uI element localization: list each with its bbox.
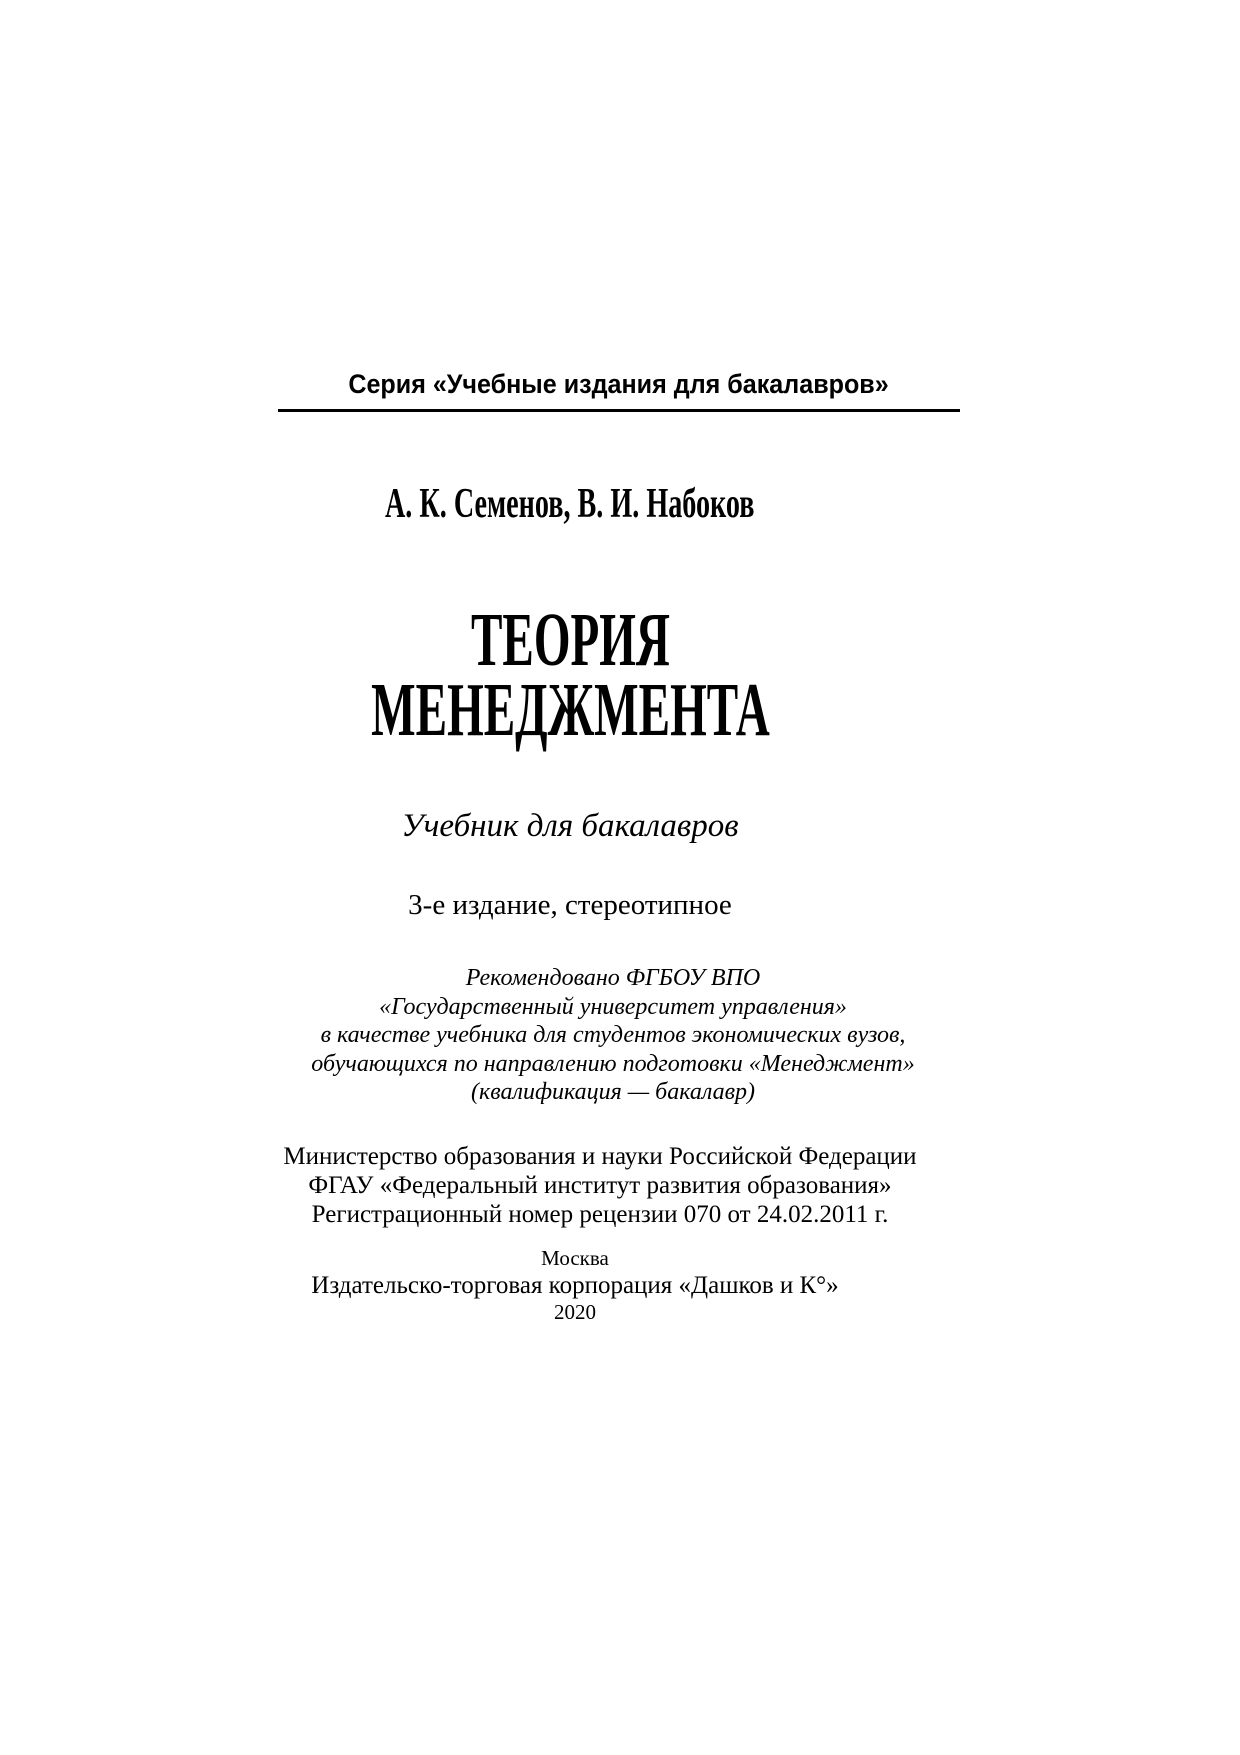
subtitle: Учебник для бакалавров [401, 808, 739, 844]
recommendation-line: Рекомендовано ФГБОУ ВПО [465, 965, 761, 991]
recommendation-line: «Государственный университет управления» [379, 993, 847, 1020]
series-banner-text: Серия «Учебные издания для бакалавров» [348, 369, 890, 399]
imprint-year: 2020 [554, 1300, 596, 1324]
imprint-publisher: Издательско-торговая корпорация «Дашков и К°» [311, 1272, 839, 1299]
series-divider-rule [278, 409, 960, 412]
imprint [5, 1246, 1145, 1325]
imprint-city: Москва [541, 1246, 609, 1270]
ministry-approval-paragraph [30, 1142, 1170, 1229]
recommendation-line: обучающихся по направлению подготовки «Менеджмент» [311, 1050, 915, 1077]
authors-line [0, 483, 1140, 525]
book-title-line-2-text: МЕНЕДЖМЕНТА [370, 668, 770, 752]
edition-line: 3-е издание, стереотипное [408, 889, 732, 921]
book-title [0, 598, 1140, 752]
book-title-line-2 [0, 668, 1140, 752]
book-title-line-1-text: ТЕОРИЯ [470, 598, 670, 682]
approval-line: ФГАУ «Федеральный институт развития образования» [308, 1172, 892, 1199]
book-title-line-1 [0, 598, 1140, 682]
recommendation-line: (квалификация — бакалавр) [471, 1079, 755, 1105]
approval-line: Министерство образования и науки Российской Федерации [283, 1143, 917, 1170]
approval-line: Регистрационный номер рецензии 070 от 24.02.2011 г. [311, 1201, 889, 1228]
authors-text: А. К. Семенов, В. И. Набоков [385, 481, 755, 527]
series-banner [278, 368, 960, 400]
recommendation-paragraph [43, 964, 1183, 1107]
recommendation-line: в качестве учебника для студентов экономических вузов, [320, 1022, 906, 1048]
